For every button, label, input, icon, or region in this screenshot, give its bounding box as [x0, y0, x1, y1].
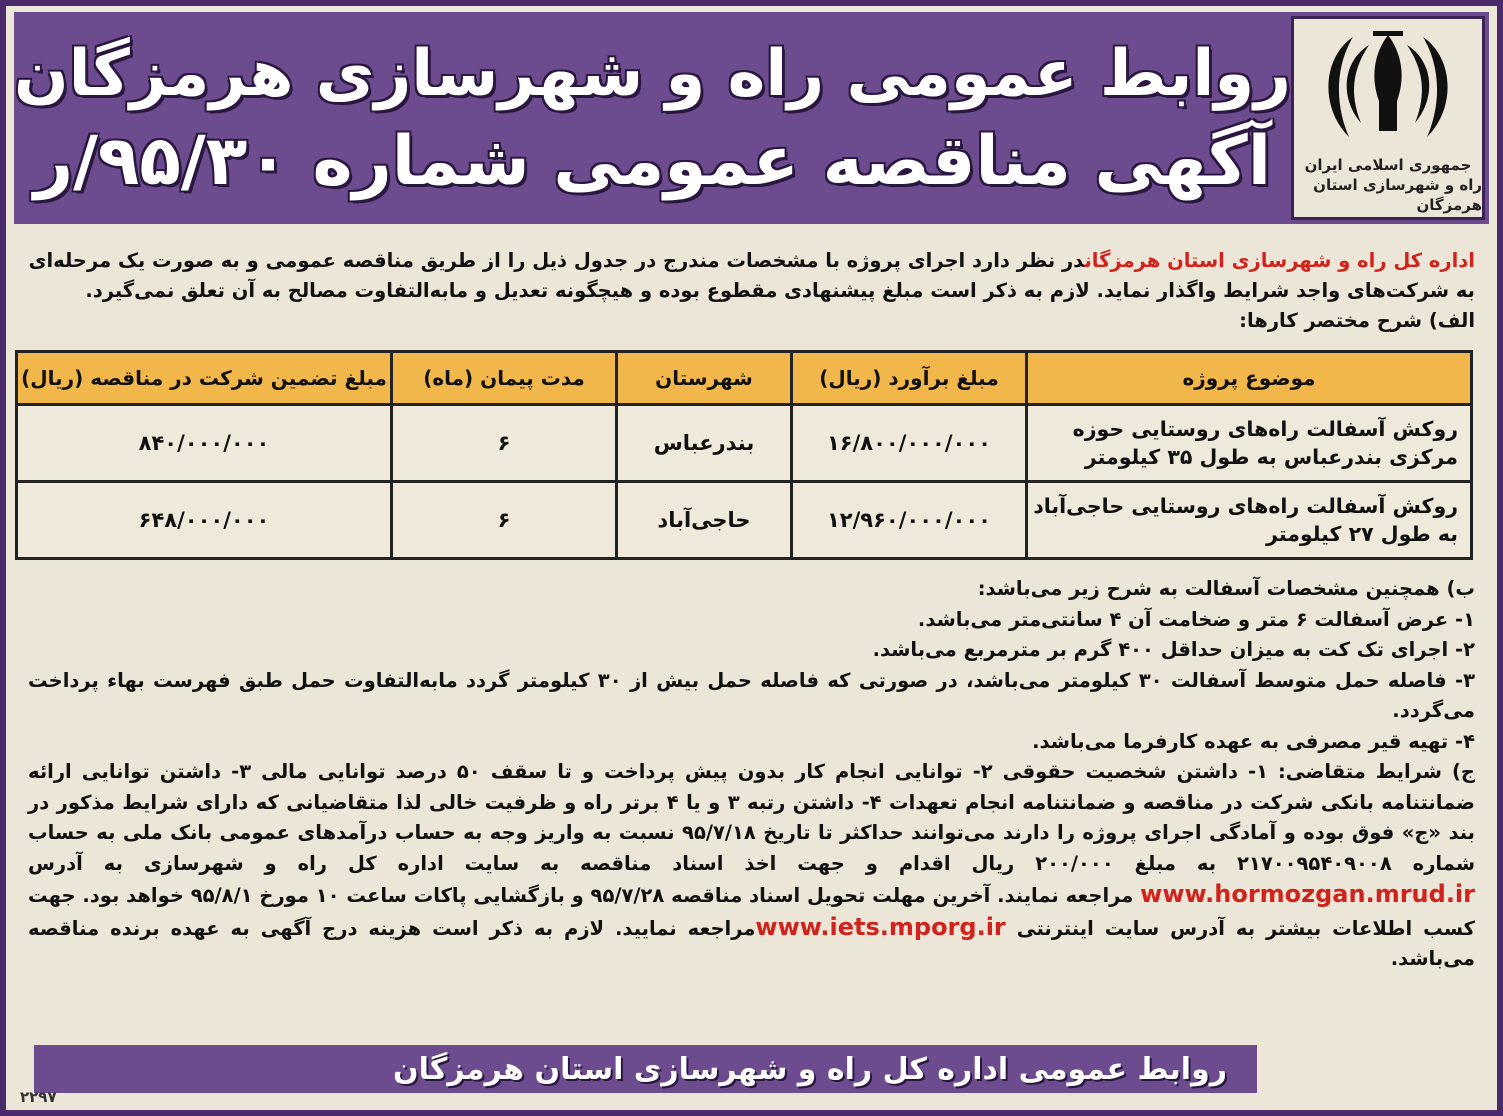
table-row [17, 405, 1472, 482]
section-b-title: ب) همچنین مشخصات آسفالت به شرح زیر می‌باشد: [977, 577, 1475, 600]
asphalt-spec-4: ۴- تهیه قیر مصرفی به عهده کارفرما می‌باشد. [1032, 729, 1475, 753]
asphalt-spec-2: ۲- اجرای تک کت به میزان حداقل ۴۰۰ گرم بر مترمربع می‌باشد. [872, 638, 1475, 661]
section-c-paragraph [28, 757, 1475, 975]
row-estimate: ۱۶/۸۰۰/۰۰۰/۰۰۰ [792, 405, 1027, 482]
asphalt-spec-1: ۱- عرض آسفالت ۶ متر و ضخامت آن ۴ سانتی‌متر می‌باشد. [917, 607, 1475, 631]
organization-name: اداره کل راه و شهرسازی استان هرمزگان [1084, 249, 1475, 272]
footer-text: روابط عمومی اداره کل راه و شهرسازی استان هرمزگان [393, 1051, 1227, 1087]
row-estimate: ۱۲/۹۶۰/۰۰۰/۰۰۰ [792, 482, 1027, 559]
header-subject: موضوع پروژه [1027, 352, 1472, 405]
header-estimate: مبلغ برآورد (ریال) [792, 352, 1027, 405]
row-duration: ۶ [392, 482, 617, 559]
row-city: حاجی‌آباد [617, 482, 792, 559]
section-a-title: الف) شرح مختصر کارها: [1239, 309, 1475, 332]
hormozgan-website-link[interactable]: www.hormozgan.mrud.ir [1140, 880, 1475, 908]
tender-number-title: آگهی مناقصه عمومی شماره ۹۵/۳۰/ر [33, 122, 1272, 201]
intro-paragraph [28, 246, 1475, 336]
row-guarantee: ۶۴۸/۰۰۰/۰۰۰ [17, 482, 392, 559]
header-titles [14, 30, 1291, 206]
deadline-text: مراجعه نمایند. آخرین مهلت تحویل اسناد مناقصه ۹۵/۷/۲۸ و بازگشایی پاکات ساعت ۱۰ مورخ ۹۵/۸/۱ خواهد بود. جهت کسب اطلاعات بیشتر به آدرس سایت اینترنتی [28, 884, 1476, 940]
footer-banner [34, 1045, 1257, 1093]
header-duration: مدت پیمان (ماه) [392, 352, 617, 405]
intro-text-2: به شرکت‌های واجد شرایط واگذار نماید. لازم به ذکر است مبلغ پیشنهادی مقطوع بوده و هیچگونه تعدیل و مابه‌التفاوت مصالح به آن تعلق نمی‌گیرد. [85, 279, 1475, 302]
row-guarantee: ۸۴۰/۰۰۰/۰۰۰ [17, 405, 392, 482]
applicant-conditions: ج) شرایط متقاضی: ۱- داشتن شخصیت حقوقی ۲- توانایی انجام کار بدون پیش پرداخت و تا سقف ۵۰ درصد توانایی مالی ۳- داشتن توانایی ارائه ضمانتنامه بانکی شرکت در مناقصه و ضمانتنامه انجام تعهدات ۴- داشتن رتبه ۳ و یا ۴ برتر راه و ظرفیت خالی لذا متقاضیانی که دارای شرایط مذکور در بند «ج» فوق بوده و آمادگی اجرای پروژه را دارند می‌توانند حداکثر تا تاریخ ۹۵/۷/۱۸ نسبت به واریز وجه به حساب درآمدهای عمومی بانک ملی به حساب شماره ۲۱۷۰۰۹۵۴۰۹۰۰۸ به مبلغ ۲۰۰/۰۰۰ ریال اقدام و جهت اخذ اسناد مناقصه به سایت اداره کل راه و شهرسازی به آدرس [28, 760, 1476, 875]
asphalt-spec-3: ۳- فاصله حمل متوسط آسفالت ۳۰ کیلومتر می‌باشد، در صورتی که فاصله حمل بیش از ۳۰ کیلومتر گردد مابه‌التفاوت حمل طبق فهرست بهاء پرداخت می‌گردد. [28, 668, 1475, 722]
row-subject: روکش آسفالت راه‌های روستایی حاجی‌آباد به طول ۲۷ کیلومتر [1027, 482, 1472, 559]
projects-table [15, 350, 1473, 560]
header-guarantee: مبلغ تضمین شرکت در مناقصه (ریال) [17, 352, 392, 405]
emblem-box [1291, 16, 1485, 220]
notice-content [21, 246, 1476, 975]
iets-website-link[interactable]: www.iets.mporg.ir [755, 912, 1006, 941]
emblem-country-label: جمهوری اسلامی ایران [1304, 156, 1472, 174]
table-header-row [17, 352, 1472, 405]
iran-emblem-icon [1313, 27, 1463, 155]
conditions-text [28, 574, 1475, 975]
closing-text: مراجعه نمایید. لازم به ذکر است هزینه درج آگهی به عهده برنده مناقصه می‌باشد. [28, 916, 1475, 970]
table-row [17, 482, 1472, 559]
intro-text-1: در نظر دارد اجرای پروژه با مشخصات مندرج در جدول ذیل را از طریق مناقصه عمومی و به صورت یک مرحله‌ای [28, 249, 1085, 272]
header-banner [14, 12, 1489, 224]
row-subject: روکش آسفالت راه‌های روستایی حوزه مرکزی بندرعباس به طول ۳۵ کیلومتر [1027, 405, 1472, 482]
ad-code: ۲۲۹۷ [20, 1088, 57, 1106]
main-title: روابط عمومی راه و شهرسازی هرمزگان [14, 37, 1291, 111]
emblem-org-label: راه و شهرسازی استان هرمزگان [1313, 176, 1482, 214]
header-city: شهرستان [617, 352, 792, 405]
row-city: بندرعباس [617, 405, 792, 482]
row-duration: ۶ [392, 405, 617, 482]
